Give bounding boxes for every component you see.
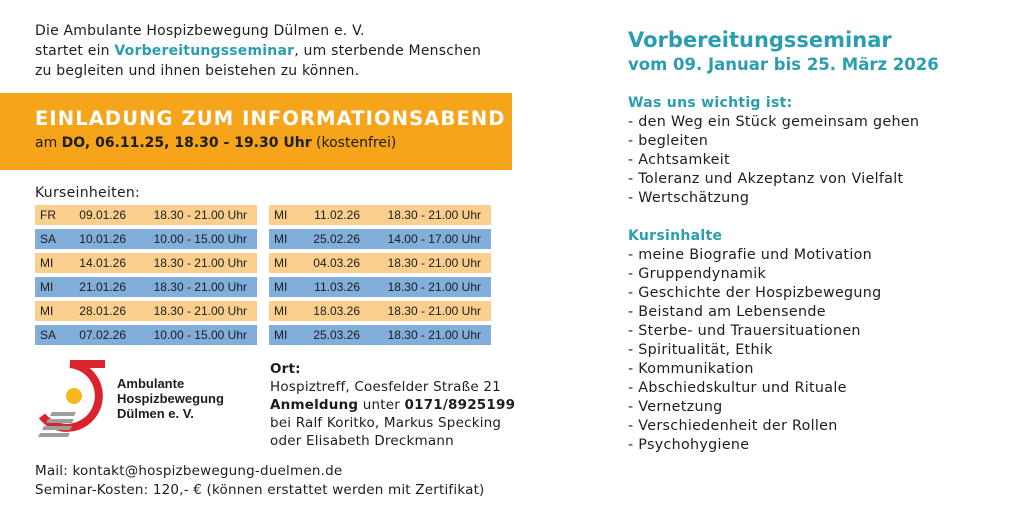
list-item: - den Weg ein Stück gemeinsam gehen [628, 114, 920, 130]
schedule-row [35, 277, 257, 297]
list-item: - Toleranz und Akzeptanz von Vielfalt [628, 171, 904, 187]
schedule-date: 10.01.26 [79, 232, 126, 246]
banner-date-prefix: am [35, 135, 62, 151]
schedule-time: 18.30 - 21.00 Uhr [387, 280, 481, 294]
schedule-date: 25.02.26 [313, 232, 360, 246]
contacts-line-1: bei Ralf Koritko, Markus Specking [270, 415, 502, 431]
banner-date [35, 135, 396, 151]
schedule-date: 07.02.26 [79, 328, 126, 342]
schedule-row [269, 325, 491, 345]
schedule-row [269, 277, 491, 297]
anmeldung-label: Anmeldung [270, 397, 359, 413]
list-item: - Psychohygiene [628, 437, 750, 453]
schedule-day: MI [274, 232, 288, 246]
schedule-date: 04.03.26 [313, 256, 360, 270]
footer [35, 462, 485, 500]
schedule-day: SA [40, 328, 57, 342]
schedule-time: 18.30 - 21.00 Uhr [387, 256, 481, 270]
schedule-date: 14.01.26 [79, 256, 126, 270]
schedule-row [35, 229, 257, 249]
contacts-line-2: oder Elisabeth Dreckmann [270, 433, 454, 449]
schedule-time: 14.00 - 17.00 Uhr [387, 232, 481, 246]
schedule-date: 11.02.26 [314, 208, 360, 222]
logo-step-1 [50, 412, 76, 416]
schedule-day: FR [40, 208, 56, 222]
banner-date-bold: DO, 06.11.25, 18.30 - 19.30 Uhr [61, 135, 312, 151]
schedule-row [269, 253, 491, 273]
schedule-time: 18.30 - 21.00 Uhr [153, 280, 247, 294]
schedule-row [35, 253, 257, 273]
logo-step-4 [38, 433, 70, 437]
logo-line-3: Dülmen e. V. [117, 406, 194, 421]
seminar-title: Vorbereitungsseminar [628, 28, 892, 52]
list-item: - Beistand am Lebensende [628, 304, 826, 320]
schedule-row [269, 301, 491, 321]
logo-sun [66, 388, 82, 404]
schedule-date: 25.03.26 [313, 328, 360, 342]
list-item: - Spiritualität, Ethik [628, 342, 773, 358]
schedule-date: 21.01.26 [79, 280, 126, 294]
intro-line-1: Die Ambulante Hospizbewegung Dülmen e. V. [35, 23, 365, 39]
values-list [628, 113, 919, 208]
schedule-row [269, 205, 491, 225]
ort-place: Hospiztreff, Coesfelder Straße 21 [270, 379, 501, 395]
list-item: - meine Biografie und Motivation [628, 247, 872, 263]
intro-line-2-start: startet ein [35, 43, 115, 59]
contents-section [628, 227, 882, 455]
schedule-date: 28.01.26 [79, 304, 126, 318]
intro-highlight: Vorbereitungsseminar [114, 43, 295, 59]
intro-line-3: zu begleiten und ihnen beistehen zu können. [35, 63, 360, 79]
schedule-day: SA [40, 232, 57, 246]
location-block [270, 360, 515, 450]
anmeldung-mid: unter [358, 397, 405, 413]
logo-line-1: Ambulante [117, 376, 185, 391]
list-item: - Gruppendynamik [628, 266, 767, 282]
schedule-day: MI [40, 304, 54, 318]
schedule-table-left [35, 205, 257, 349]
intro-line-2 [35, 41, 515, 61]
schedule-day: MI [40, 256, 54, 270]
schedule-date: 11.03.26 [314, 280, 360, 294]
schedule-row [35, 301, 257, 321]
seminar-dates: vom 09. Januar bis 25. März 2026 [628, 55, 939, 74]
list-item: - Vernetzung [628, 399, 723, 415]
logo-step-3 [42, 426, 72, 430]
schedule-time: 18.30 - 21.00 Uhr [153, 256, 247, 270]
schedule-time: 10.00 - 15.00 Uhr [153, 232, 247, 246]
values-heading: Was uns wichtig ist: [628, 95, 793, 111]
schedule-date: 18.03.26 [313, 304, 360, 318]
schedule-date: 09.01.26 [79, 208, 126, 222]
values-section [628, 94, 919, 208]
info-evening-banner [0, 93, 512, 170]
contents-heading: Kursinhalte [628, 228, 723, 244]
schedule-table-right [269, 205, 491, 349]
intro-text [35, 21, 515, 81]
schedule-row [35, 325, 257, 345]
list-item: - Achtsamkeit [628, 152, 730, 168]
list-item: - Geschichte der Hospizbewegung [628, 285, 882, 301]
schedule-day: MI [274, 328, 288, 342]
intro-line-2-end: , um sterbende Menschen [294, 43, 482, 59]
schedule-day: MI [274, 280, 288, 294]
schedule-time: 10.00 - 15.00 Uhr [153, 328, 247, 342]
banner-title: EINLADUNG ZUM INFORMATIONSABEND [35, 107, 506, 130]
logo-line-2: Hospizbewegung [117, 391, 224, 406]
schedule-time: 18.30 - 21.00 Uhr [153, 304, 247, 318]
schedule-row [269, 229, 491, 249]
schedule-day: MI [274, 256, 288, 270]
contents-list [628, 246, 882, 455]
list-item: - Kommunikation [628, 361, 754, 377]
hospiz-logo-icon [30, 358, 110, 443]
schedule-row [35, 205, 257, 225]
logo-step-2 [46, 419, 74, 423]
ort-label: Ort: [270, 361, 301, 377]
list-item: - Wertschätzung [628, 190, 750, 206]
list-item: - Abschiedskultur und Rituale [628, 380, 847, 396]
anmeldung-line [270, 396, 515, 414]
schedule-time: 18.30 - 21.00 Uhr [387, 304, 481, 318]
logo-text [117, 376, 224, 421]
schedule-time: 18.30 - 21.00 Uhr [153, 208, 247, 222]
list-item: - begleiten [628, 133, 709, 149]
list-item: - Verschiedenheit der Rollen [628, 418, 838, 434]
banner-date-suffix: (kostenfrei) [311, 135, 397, 151]
phone-number[interactable]: 0171/8925199 [404, 397, 516, 413]
kurseinheiten-label: Kurseinheiten: [35, 185, 141, 201]
schedule-time: 18.30 - 21.00 Uhr [387, 208, 481, 222]
schedule-day: MI [40, 280, 54, 294]
schedule-day: MI [274, 208, 288, 222]
schedule-time: 18.30 - 21.00 Uhr [387, 328, 481, 342]
costs-line: Seminar-Kosten: 120,- € (können erstattet werden mit Zertifikat) [35, 482, 485, 498]
mail-line[interactable]: Mail: kontakt@hospizbewegung-duelmen.de [35, 463, 343, 479]
list-item: - Sterbe- und Trauersituationen [628, 323, 861, 339]
schedule-day: MI [274, 304, 288, 318]
